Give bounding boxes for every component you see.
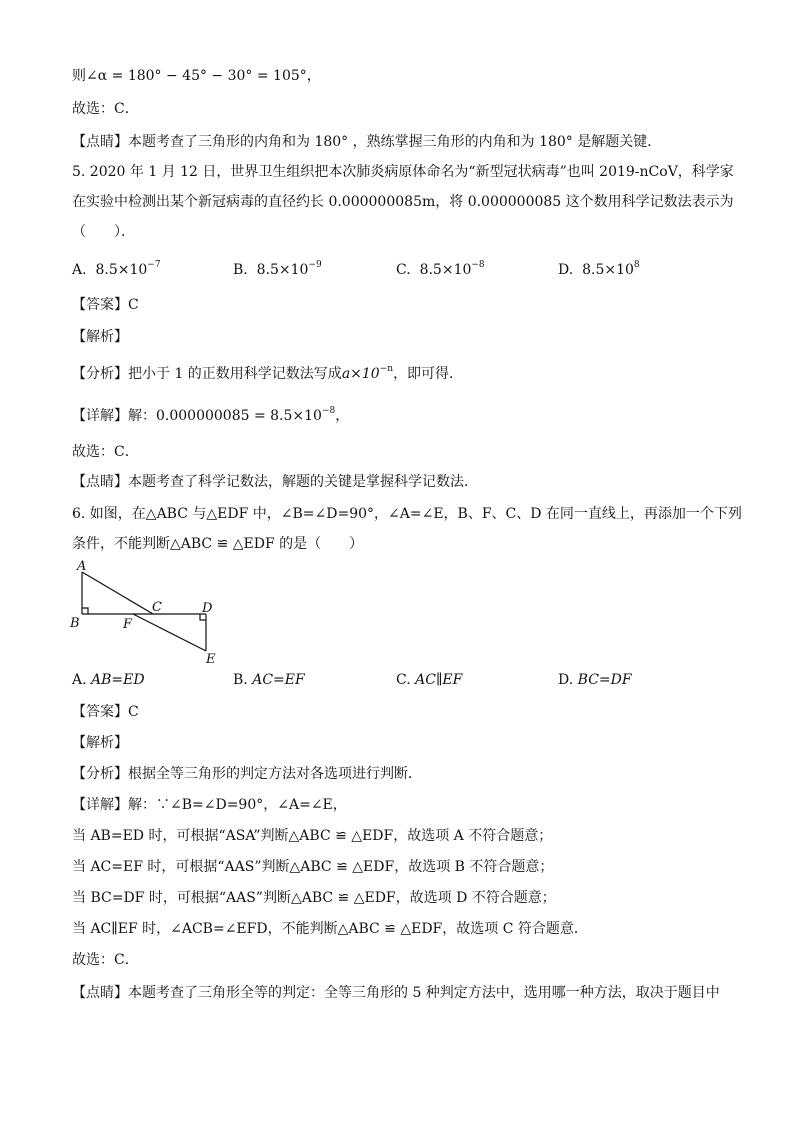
label-c: C	[152, 600, 162, 615]
triangle-figure	[66, 556, 226, 668]
q6-choice: 故选：C．	[72, 952, 139, 968]
label-b: B	[70, 616, 80, 631]
option-label: B.	[233, 672, 248, 688]
q5-answer: 【答案】C	[72, 297, 139, 313]
question-5-stem-3: （ ）．	[72, 224, 135, 240]
option-label: C.	[396, 262, 411, 278]
q6-case-2: 当 AC=EF 时，可根据“AAS”判断△ABC ≌ △EDF，故选项 B 不符合题意；	[72, 859, 554, 875]
detail-tail: ，	[335, 408, 350, 424]
q6-comment: 【点睛】本题考查了三角形全等的判定：全等三角形的 5 种判定方法中，选用哪一种方法，取决于题目中	[72, 985, 720, 1001]
question-5-stem-2: 在实验中检测出某个新冠病毒的直径约长 0.000000085m，将 0.000000085 这个数用科学记数法表示为	[72, 194, 734, 210]
sci-form: a×10	[341, 366, 380, 382]
option-exponent: 8	[633, 260, 640, 271]
option-exponent: −9	[308, 260, 322, 271]
q6-analysis: 【分析】根据全等三角形的判定方法对各选项进行判断．	[72, 766, 422, 782]
label-a: A	[77, 559, 87, 574]
comment-line: 【点睛】本题考查了三角形的内角和为 180° ，熟练掌握三角形的内角和为 180° 是解题关键．	[72, 134, 662, 150]
detail-exponent: −8	[321, 406, 336, 417]
label-e: E	[206, 652, 216, 667]
q5-option-b	[233, 260, 322, 280]
option-label: D.	[558, 672, 574, 688]
q5-option-a	[72, 260, 161, 280]
q5-analysis-heading: 【解析】	[72, 329, 128, 345]
q6-analysis-heading: 【解析】	[72, 735, 128, 751]
analysis-text-tail: ，即可得．	[393, 366, 464, 382]
right-angle-b	[82, 608, 88, 614]
option-label: A.	[72, 262, 87, 278]
segment-fe	[133, 614, 206, 651]
q6-option-a	[72, 670, 145, 690]
analysis-text: 【分析】把小于 1 的正数用科学记数法写成	[72, 366, 342, 382]
option-value: 8.5×10	[419, 262, 472, 278]
q6-case-3: 当 BC=DF 时，可根据“AAS”判断△ABC ≌ △EDF，故选项 D 不符合题意；	[72, 890, 556, 906]
q6-answer: 【答案】C	[72, 704, 139, 720]
option-value: 8.5×10	[582, 262, 634, 278]
answer-choice-line: 故选：C．	[72, 101, 139, 117]
segment-ac	[82, 572, 153, 614]
option-value: 8.5×10	[95, 262, 148, 278]
q5-option-c	[396, 260, 485, 280]
q5-detail	[72, 406, 349, 426]
q6-option-c	[396, 670, 462, 690]
q6-detail: 【详解】解：∵∠B=∠D=90°，∠A=∠E，	[72, 797, 347, 813]
option-label: D.	[558, 262, 574, 278]
option-label: A.	[72, 672, 87, 688]
option-value: BC=DF	[577, 672, 632, 688]
q5-choice: 故选：C．	[72, 444, 139, 460]
q6-option-d	[558, 670, 632, 690]
q5-comment: 【点睛】本题考查了科学记数法，解题的关键是掌握科学记数法．	[72, 474, 478, 490]
label-d: D	[202, 601, 213, 616]
q6-case-1: 当 AB=ED 时，可根据“ASA”判断△ABC ≌ △EDF，故选项 A 不符合题意；	[72, 828, 553, 844]
detail-text: 【详解】解：0.000000085 = 8.5×10	[72, 408, 322, 424]
option-label: C.	[396, 672, 411, 688]
q6-option-b	[233, 670, 305, 690]
option-exponent: −7	[147, 260, 161, 271]
option-value: AB=ED	[91, 672, 145, 688]
question-5-stem-1: 5. 2020 年 1 月 12 日，世界卫生组织把本次肺炎病原体命名为“新型冠状病毒”也叫 2019-nCoV，科学家	[72, 164, 734, 180]
angle-result-line: 则∠α = 180° − 45° − 30° = 105°，	[72, 68, 321, 84]
option-exponent: −8	[471, 260, 485, 271]
q5-analysis	[72, 364, 463, 384]
question-6-stem-1: 6. 如图，在△ABC 与△EDF 中，∠B=∠D=90°，∠A=∠E，B、F、C、D 在同一直线上，再添加一个下列	[72, 506, 742, 522]
option-value: AC∥EF	[415, 672, 463, 688]
option-value: AC=EF	[252, 672, 305, 688]
sci-form-exponent: −n	[379, 364, 394, 375]
q6-case-4: 当 AC∥EF 时，∠ACB=∠EFD，不能判断△ABC ≌ △EDF，故选项 C 符合题意．	[72, 921, 588, 937]
label-f: F	[123, 617, 133, 632]
question-6-stem-2: 条件，不能判断△ABC ≌ △EDF 的是（ ）	[72, 536, 364, 552]
option-value: 8.5×10	[256, 262, 309, 278]
option-label: B.	[233, 262, 248, 278]
q5-option-d	[558, 260, 640, 280]
